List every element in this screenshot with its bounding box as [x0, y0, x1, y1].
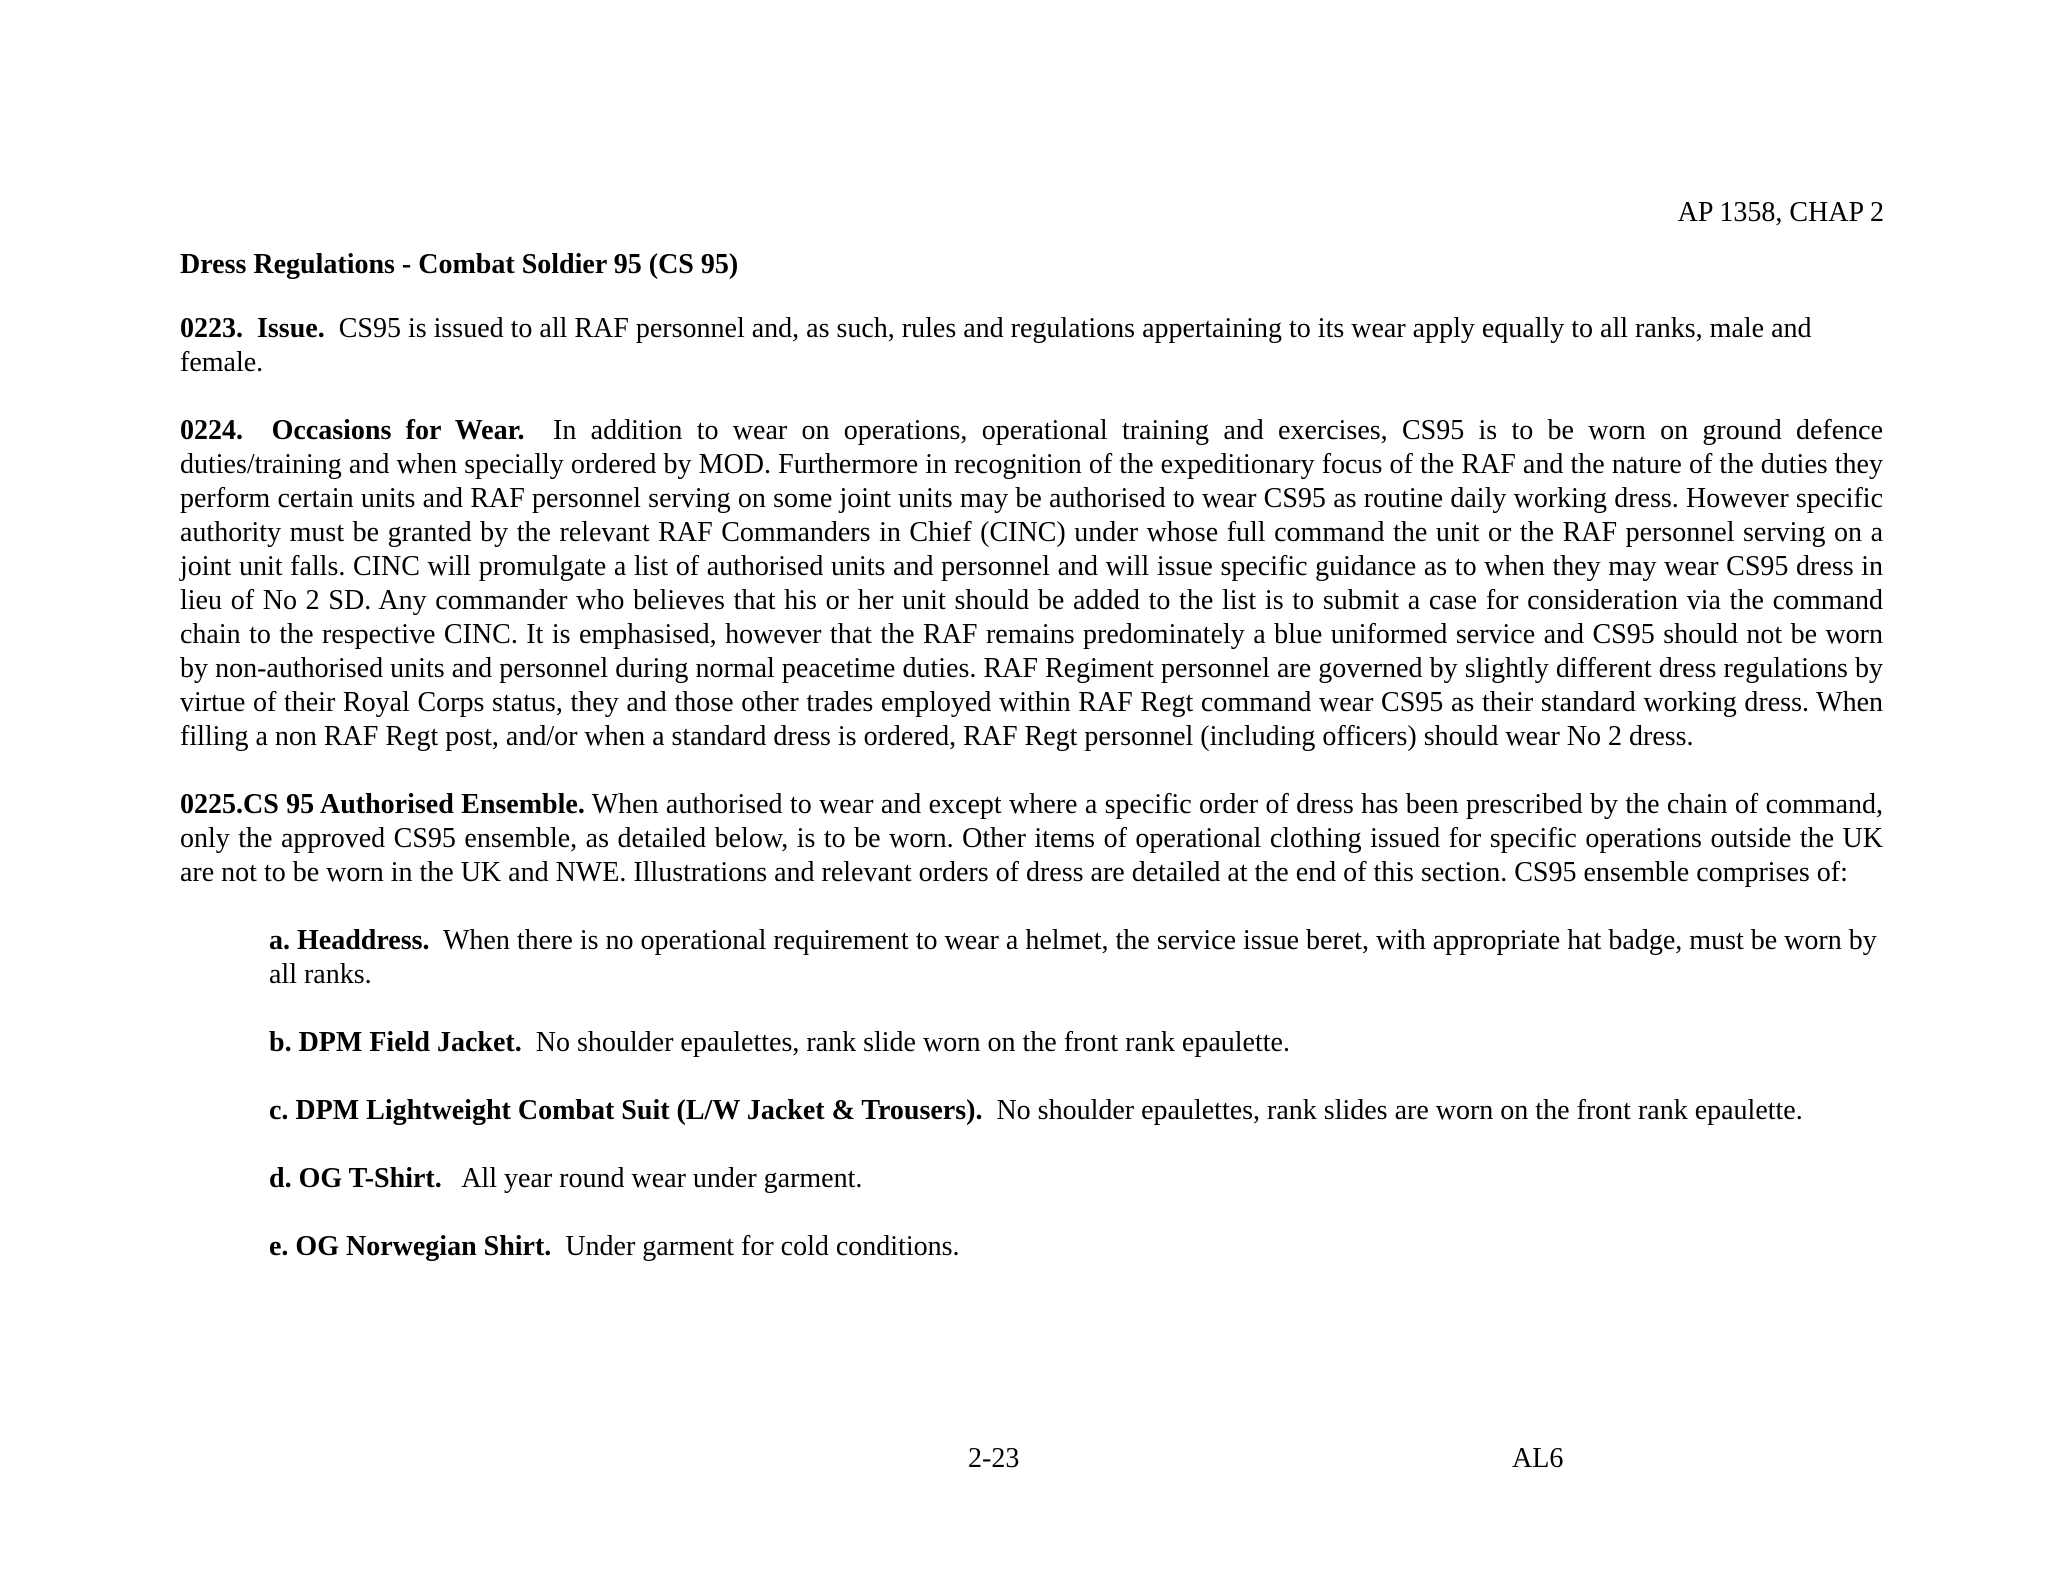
paragraph-text: In addition to wear on operations, operational training and exercises, CS95 is to be worn on ground defence duties/training and when specially ordered by MOD. Furthermore in recognition of the expeditionary focus of the RAF and the nature of the duties they perform certain units and RAF personnel serving on some joint units may be authorised to wear CS95 as routine daily working dress. However specific authority must be granted by the relevant RAF Commanders in Chief (CINC) under whose full command the unit or the RAF personnel serving on a joint unit falls. CINC will promulgate a list of authorised units and personnel and will issue specific guidance as to when they may wear CS95 dress in lieu of No 2 SD. Any commander who believes that his or her unit should be added to the list is to submit a case for consideration via the command chain to the respective CINC. It is emphasised, however that the RAF remains predominately a blue uniformed service and CS95 should not be worn by non-authorised units and personnel during normal peacetime duties. RAF Regiment personnel are governed by slightly different dress regulations by virtue of their Royal Corps status, they and those other trades employed within RAF Regt command wear CS95 as their standard working dress. When filling a non RAF Regt post, and/or when a standard dress is ordered, RAF Regt personnel (including officers) should wear No 2 dress. — [180, 415, 1884, 752]
paragraph-number: 0223. — [180, 313, 243, 344]
list-item-t-shirt — [269, 1162, 1883, 1196]
amendment-label: AL6 — [1512, 1443, 1564, 1474]
paragraph-number: 0224. — [180, 415, 243, 446]
item-heading: c. DPM Lightweight Combat Suit (L/W Jacket & Trousers). — [269, 1095, 983, 1126]
paragraph-text: When authorised to wear and except where a specific order of dress has been prescribed by the chain of command, only the approved CS95 ensemble, as detailed below, is to be worn. Other items of operational clothing issued for specific operations outside the UK are not to be worn in the UK and NWE. Illustrations and relevant orders of dress are detailed at the end of this section. CS95 ensemble comprises of: — [180, 789, 1884, 888]
list-item-combat-suit — [269, 1094, 1883, 1128]
page-number: 2-23 — [968, 1443, 1020, 1474]
item-text: No shoulder epaulettes, rank slides are worn on the front rank epaulette. — [996, 1095, 1803, 1126]
item-text: No shoulder epaulettes, rank slide worn on the front rank epaulette. — [535, 1027, 1290, 1058]
list-item-headdress — [269, 924, 1883, 992]
paragraph-heading: Occasions for Wear. — [271, 415, 525, 446]
item-heading: a. Headdress. — [269, 925, 430, 956]
document-body — [180, 312, 1883, 1298]
item-heading: d. OG T-Shirt. — [269, 1163, 442, 1194]
item-heading: e. OG Norwegian Shirt. — [269, 1231, 552, 1262]
list-item-norwegian-shirt — [269, 1230, 1883, 1264]
list-item-field-jacket — [269, 1026, 1883, 1060]
paragraph-0223 — [180, 312, 1883, 380]
item-heading: b. DPM Field Jacket. — [269, 1027, 522, 1058]
paragraph-number: 0225. — [180, 789, 243, 820]
document-reference: AP 1358, CHAP 2 — [1677, 197, 1884, 228]
paragraph-0225 — [180, 788, 1883, 890]
paragraph-text: CS95 is issued to all RAF personnel and, as such, rules and regulations appertaining to its wear apply equally to all ranks, male and female. — [180, 313, 1812, 378]
section-title: Dress Regulations - Combat Soldier 95 (CS 95) — [180, 249, 739, 280]
item-text: Under garment for cold conditions. — [565, 1231, 960, 1262]
paragraph-0224 — [180, 414, 1883, 754]
paragraph-heading: CS 95 Authorised Ensemble. — [243, 789, 585, 820]
item-text: When there is no operational requirement to wear a helmet, the service issue beret, with appropriate hat badge, must be worn by all ranks. — [269, 925, 1877, 990]
paragraph-heading: Issue. — [257, 313, 325, 344]
item-text: All year round wear under garment. — [461, 1163, 863, 1194]
